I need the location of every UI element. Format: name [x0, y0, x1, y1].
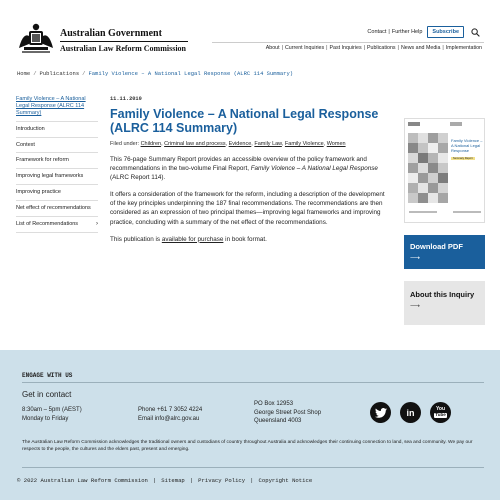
nav-past-inquiries[interactable]: Past Inquiries [329, 45, 362, 51]
subscribe-button[interactable]: Subscribe [427, 26, 464, 38]
sidebar-item-context[interactable]: Context [16, 138, 98, 154]
sidebar-item-summary[interactable]: Family Violence – A National Legal Response (ALRC 114 Summary) [16, 96, 98, 122]
cover-mosaic-graphic [408, 133, 448, 205]
search-icon[interactable] [471, 28, 480, 37]
publication-date: 11.11.2010 [110, 96, 142, 102]
nav-publications[interactable]: Publications [366, 45, 396, 51]
download-pdf-label: Download PDF [410, 242, 463, 251]
about-inquiry-button[interactable] [404, 281, 485, 325]
sidebar-item-recommendations[interactable]: List of Recommendations › [16, 217, 98, 234]
nav-implementation[interactable]: Implementation [445, 45, 482, 51]
sidebar-item-introduction[interactable]: Introduction [16, 122, 98, 138]
main-nav: About | Current Inquiries | Past Inquiries | Publications | News and Media | Implementation [265, 45, 482, 51]
footer-divider [22, 467, 484, 468]
nav-divider [212, 42, 484, 43]
breadcrumb-publications[interactable]: Publications [39, 70, 80, 77]
purchase-paragraph: This publication is available for purchase in book format. [110, 235, 267, 243]
purchase-link[interactable]: available for purchase [161, 235, 224, 243]
sidebar-item-net-effect[interactable]: Net effect of recommendations [16, 201, 98, 217]
main-content [110, 96, 390, 244]
page-title: Family Violence – A National Legal Response (ALRC 114 Summary) [110, 107, 379, 136]
contact-details [138, 406, 202, 423]
get-in-contact-heading: Get in contact [22, 390, 72, 399]
gov-name: Australian Government [60, 28, 188, 42]
nav-about[interactable]: About [265, 45, 280, 51]
breadcrumb-home[interactable]: Home [17, 70, 31, 77]
coat-of-arms-icon [16, 22, 56, 56]
tag-link[interactable]: Family Law [254, 140, 282, 147]
tag-link[interactable]: Women [326, 140, 346, 147]
tag-link[interactable]: Children [140, 140, 162, 147]
contact-link[interactable]: Contact [367, 29, 387, 35]
postal-address: PO Box 12953 George Street Post Shop Queensland 4003 [254, 401, 322, 425]
download-pdf-button[interactable] [404, 235, 485, 269]
sidebar-item-legal-frameworks[interactable]: Improving legal frameworks [16, 169, 98, 185]
about-inquiry-label: About this Inquiry [410, 290, 475, 299]
footer-bottom-links: © 2022 Australian Law Reform Commission | Sitemap | Privacy Policy | Copyright Notice [17, 477, 313, 484]
copyright-notice-link[interactable]: Copyright Notice [258, 477, 313, 484]
right-column [404, 118, 485, 325]
report-cover-image [404, 118, 485, 223]
cover-subtitle: Summary Report [453, 157, 473, 160]
summary-paragraph: This 76-page Summary Report provides an accessible overview of the policy framework and recommendations in the two-volume Final Report, Family Violence – A National Legal Response (ALRC Report 114). [110, 155, 378, 181]
copyright-text: © 2022 Australian Law Reform Commission [17, 477, 148, 484]
acknowledgement-of-country: The Australian Law Reform Commission acknowledges the traditional owners and custodians of country throughout Australia and acknowledges their continuing connection to land, sea and community. We pay our respects to the people, the cultures and the elders past, present and emerging. [22, 440, 473, 452]
privacy-policy-link[interactable]: Privacy Policy [198, 477, 246, 484]
sidebar-nav [16, 96, 98, 233]
arrow-right-icon: ⟶ [410, 255, 421, 262]
nav-separator: | [388, 29, 390, 35]
youtube-icon[interactable]: You Tube [430, 402, 451, 423]
email-address[interactable]: Email info@alrc.gov.au [138, 415, 200, 422]
footer-divider [22, 382, 484, 383]
filed-under: Filed under: Children, Criminal law and process, Evidence, Family Law, Family Violence, Women [110, 140, 346, 147]
breadcrumb: Home / Publications / Family Violence – A National Legal Response (ALRC 114 Summary) [17, 70, 294, 77]
tag-link[interactable]: Criminal law and process [164, 140, 226, 147]
site-footer [0, 350, 500, 500]
utility-nav [367, 26, 480, 38]
phone-number[interactable]: Phone +61 7 3052 4224 [138, 407, 203, 413]
linkedin-icon[interactable]: in [400, 402, 421, 423]
arrow-right-icon: ⟶ [410, 303, 421, 310]
cover-title: Family Violence – A National Legal Response [451, 138, 483, 153]
social-links [370, 402, 460, 423]
org-name: Australian Law Reform Commission [60, 44, 186, 53]
chevron-right-icon: › [96, 220, 98, 227]
tag-link[interactable]: Family Violence [284, 140, 324, 147]
framework-paragraph: It offers a consideration of the framework for the reform, including a description of the development of the key principles underpinning the 187 final recommendations. The recommendations are then considered as an expression of two principal themes—improving legal frameworks and improving practice, concluding with a summary of the net effect of the recommendations. [110, 191, 385, 226]
twitter-icon[interactable] [370, 402, 391, 423]
office-hours: 8:30am – 5pm (AEST) Monday to Friday [22, 407, 82, 422]
site-header [0, 0, 500, 62]
tag-link[interactable]: Evidence [228, 140, 252, 147]
engage-heading: ENGAGE WITH US [22, 372, 73, 379]
sitemap-link[interactable]: Sitemap [161, 477, 185, 484]
further-help-link[interactable]: Further Help [391, 29, 423, 35]
nav-current-inquiries[interactable]: Current Inquiries [284, 45, 325, 51]
breadcrumb-current: Family Violence – A National Legal Response (ALRC 114 Summary) [88, 70, 294, 77]
nav-news-and-media[interactable]: News and Media [400, 45, 441, 51]
sidebar-item-practice[interactable]: Improving practice [16, 185, 98, 201]
site-logo[interactable] [16, 22, 188, 56]
sidebar-item-framework[interactable]: Framework for reform [16, 153, 98, 169]
